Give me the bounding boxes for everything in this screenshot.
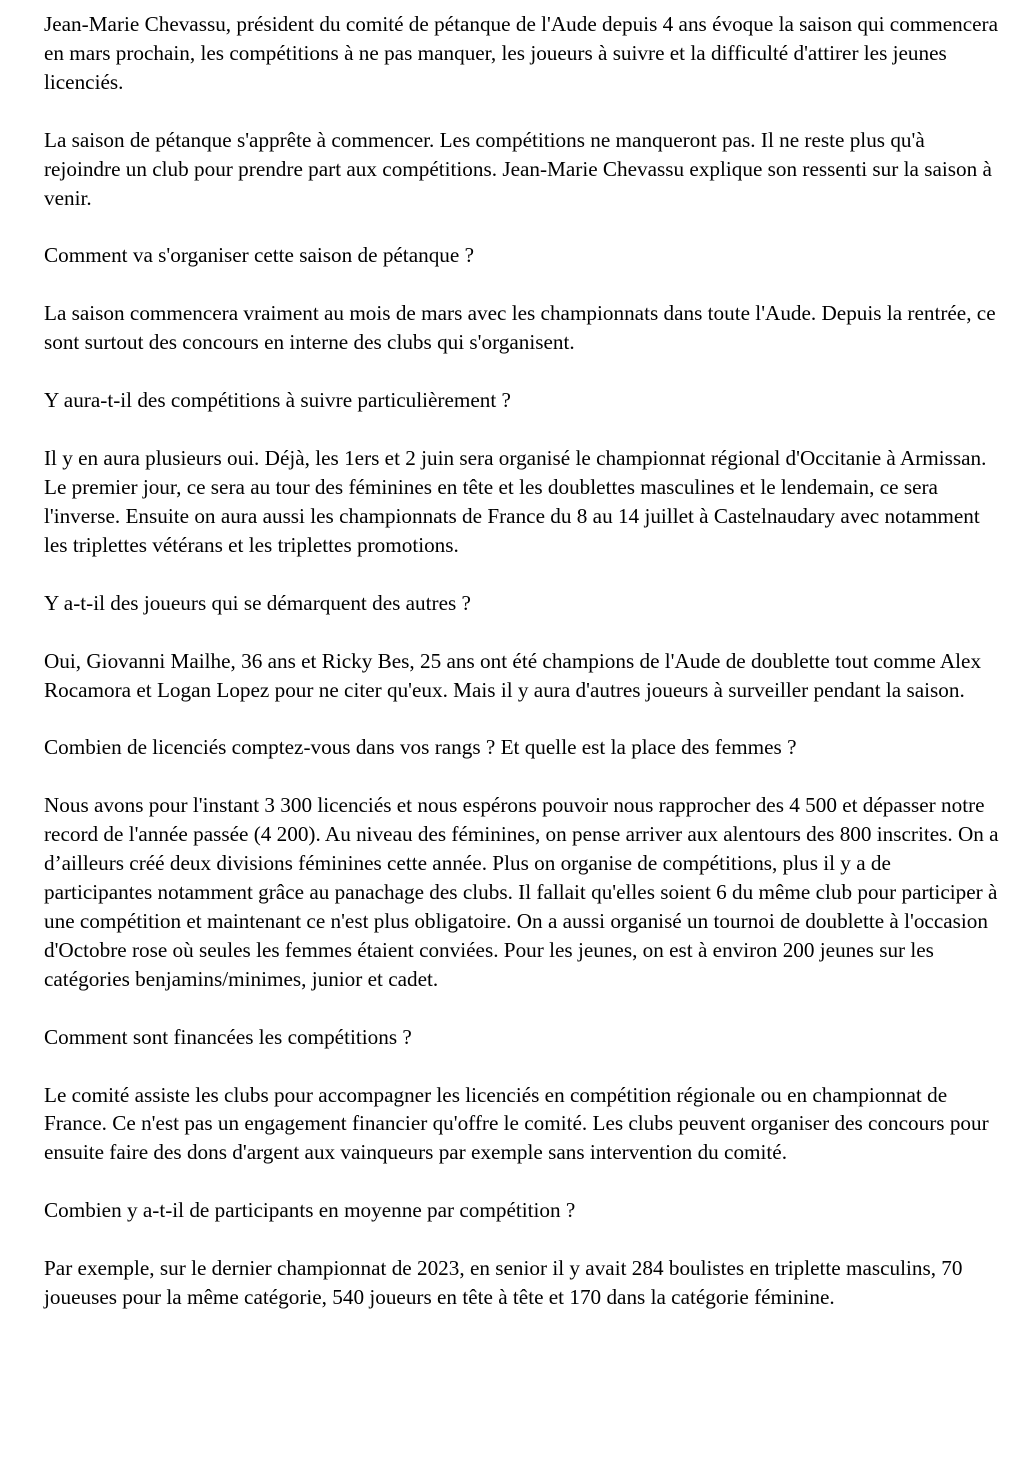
question-competitions: Y aura-t-il des compétitions à suivre particulièrement ? xyxy=(44,388,511,413)
answer-licences: Nous avons pour l'instant 3 300 licenciés et nous espérons pouvoir nous rapprocher des 4 500 et dépasser notre record de l'année passée (4 200). Au niveau des féminines, on pense arriver aux alentours des 800 inscrites. On a d’ailleurs créé deux divisions féminines cette année. Plus on organise de compétitions, plus il y a de participantes notamment grâce au panachage des clubs. Il fallait qu'elles soient 6 du même club pour participer à une compétition et maintenant ce n'est plus obligatoire. On a aussi organisé un tournoi de doublette à l'occasion d'Octobre rose où seules les femmes étaient conviées. Pour les jeunes, on est à environ 200 jeunes sur les catégories benjamins/minimes, junior et cadet. xyxy=(44,793,999,991)
answer-participants: Par exemple, sur le dernier championnat de 2023, en senior il y avait 284 boulistes en triplette masculins, 70 joueuses pour la même catégorie, 540 joueurs en tête à tête et 170 dans la catégorie féminine. xyxy=(44,1256,963,1310)
answer-players: Oui, Giovanni Mailhe, 36 ans et Ricky Bes, 25 ans ont été champions de l'Aude de doublette tout comme Alex Rocamora et Logan Lopez pour ne citer qu'eux. Mais il y aura d'autres joueurs à surveiller pendant la saison. xyxy=(44,648,982,702)
question-licences: Combien de licenciés comptez-vous dans vos rangs ? Et quelle est la place des femmes ? xyxy=(44,735,797,760)
lead-paragraph: La saison de pétanque s'apprête à commencer. Les compétitions ne manqueront pas. Il ne reste plus qu'à rejoindre un club pour prendre part aux compétitions. Jean-Marie Chevassu explique son ressenti sur la saison à venir. xyxy=(44,127,992,210)
question-funding: Comment sont financées les compétitions ? xyxy=(44,1024,412,1049)
answer-funding: Le comité assiste les clubs pour accompagner les licenciés en compétition régionale ou en championnat de France. Ce n'est pas un engagement financier qu'offre le comité. Les clubs peuvent organiser des concours pour ensuite faire des dons d'argent aux vainqueurs par exemple sans intervention du comité. xyxy=(44,1082,989,1165)
answer-competitions: Il y en aura plusieurs oui. Déjà, les 1ers et 2 juin sera organisé le championnat régional d'Occitanie à Armissan. Le premier jour, ce sera au tour des féminines en tête et les doublettes masculines et le lendemain, ce sera l'inverse. Ensuite on aura aussi les championnats de France du 8 au 14 juillet à Castelnaudary avec notamment les triplettes vétérans et les triplettes promotions. xyxy=(44,446,987,557)
intro-paragraph: Jean-Marie Chevassu, président du comité de pétanque de l'Aude depuis 4 ans évoque la saison qui commencera en mars prochain, les compétitions à ne pas manquer, les joueurs à suivre et la difficulté d'attirer les jeunes licenciés. xyxy=(44,12,999,94)
question-organisation: Comment va s'organiser cette saison de pétanque ? xyxy=(44,243,474,268)
question-participants: Combien y a-t-il de participants en moyenne par compétition ? xyxy=(44,1198,576,1223)
question-players: Y a-t-il des joueurs qui se démarquent des autres ? xyxy=(44,590,471,615)
article-body xyxy=(44,10,999,1312)
answer-organisation: La saison commencera vraiment au mois de mars avec les championnats dans toute l'Aude. Depuis la rentrée, ce sont surtout des concours en interne des clubs qui s'organisent. xyxy=(44,301,996,355)
